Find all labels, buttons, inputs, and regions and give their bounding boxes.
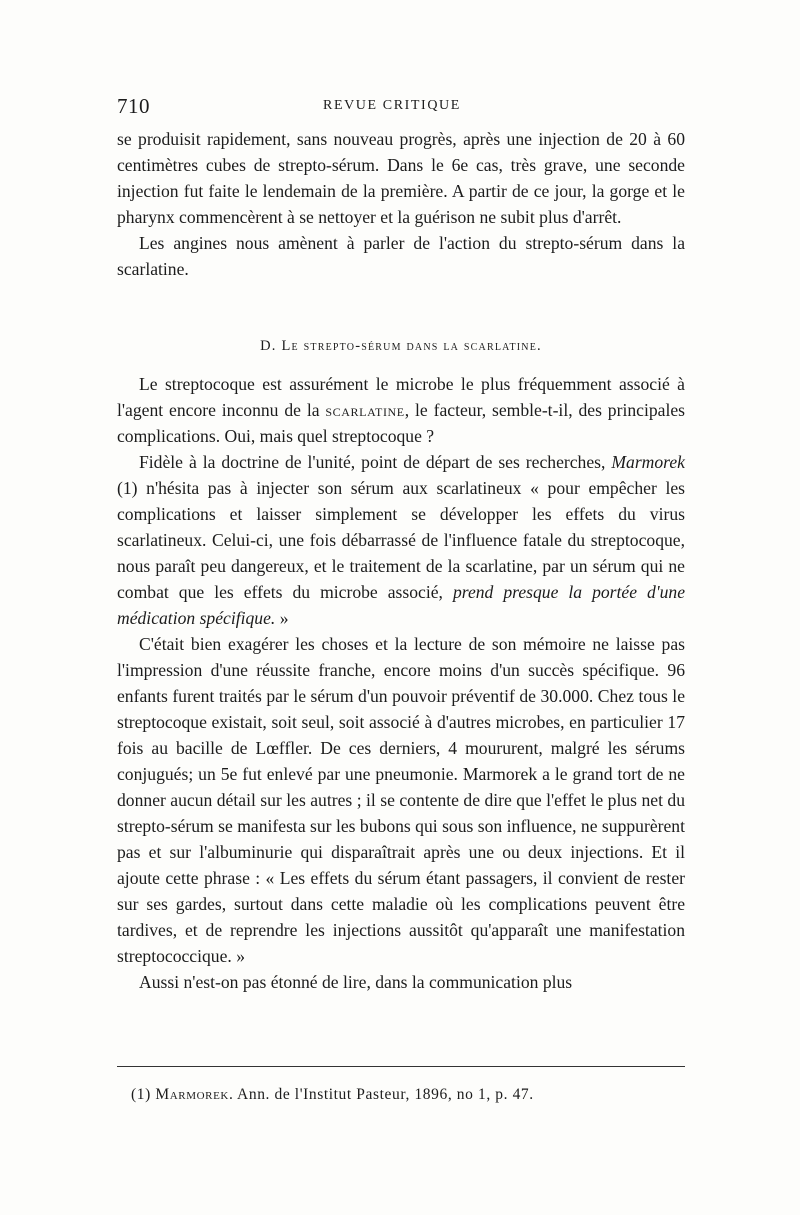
footnote xyxy=(131,1086,691,1104)
author-name: Marmorek xyxy=(611,452,685,472)
paragraph-text: » xyxy=(275,608,289,628)
paragraph-text: , le facteur, semble-t-il, des principales complications. Oui, mais quel streptocoque ? xyxy=(117,400,685,446)
term-scarlatine: scarlatine xyxy=(325,400,405,420)
page-header xyxy=(117,94,685,120)
section-title: D. Le strepto-sérum dans la scarlatine. xyxy=(260,338,542,354)
footnote-author: Marmorek xyxy=(155,1086,229,1103)
paragraph-text: (1) n'hésita pas à injecter son sérum aux scarlatineux « pour empêcher les complications et laisser simplement se développer les effets du virus scarlatineux. Celui-ci, une fois débarrassé de l'influence fatale du streptocoque, nous paraît peu dangereux, et le traitement de la scarlatine, par un sérum qui ne combat que les effets du microbe associé, xyxy=(117,478,685,602)
paragraph-memoire: C'était bien exagérer les choses et la lecture de son mémoire ne laisse pas l'impression d'une réussite franche, encore moins d'un succès spécifique. 96 enfants furent traités par le sérum d'un pouvoir préventif de 30.000. Chez tous le streptocoque existait, soit seul, soit associé à d'autres microbes, en particulier 17 fois au bacille de Lœffler. De ces derniers, 4 moururent, malgré les sérums conjugués; un 5e fut enlevé par une pneumonie. Marmorek a le grand tort de ne donner aucun détail sur les autres ; il se contente de dire que l'effet le plus net du strepto-sérum se manifesta sur les bubons qui sous son influence, ne suppurèrent pas et sur l'albuminurie qui disparaîtrait après une ou deux injections. Et il ajoute cette phrase : « Les effets du sérum étant passagers, il convient de rester sur ses gardes, surtout dans cette maladie où les complications peuvent être tardives, et de reprendre les injections aussitôt qu'apparaît une manifestation streptococcique. » xyxy=(117,634,685,966)
page-number: 710 xyxy=(117,94,150,118)
paragraph-text: Le streptocoque est assurément le microbe le plus fréquemment associé à l'agent encore inconnu de la xyxy=(117,374,685,420)
footnote-marker: (1) xyxy=(131,1086,156,1103)
text-block-scarlatine xyxy=(117,371,685,995)
paragraph-continued: se produisit rapidement, sans nouveau progrès, après une injection de 20 à 60 centimètres cubes de strepto-sérum. Dans le 6e cas, très grave, une seconde injection fut faite le lendemain de la première. A partir de ce jour, la gorge et le pharynx commencèrent à se nettoyer et la guérison ne subit plus d'arrêt. xyxy=(117,129,685,227)
paragraph-text: Fidèle à la doctrine de l'unité, point de départ de ses recherches, xyxy=(139,452,612,472)
footnote-rule xyxy=(117,1066,685,1067)
paragraph-aussi: Aussi n'est-on pas étonné de lire, dans la communication plus xyxy=(139,972,573,992)
footnote-text: . Ann. de l'Institut Pasteur, 1896, no 1, p. 47. xyxy=(228,1086,534,1103)
quoted-italic: prend presque la portée d'une médication spécifique. xyxy=(117,582,685,628)
paragraph-marmorek xyxy=(117,449,685,631)
text-block-top xyxy=(117,126,685,282)
running-head: REVUE CRITIQUE xyxy=(323,98,461,113)
paragraph-angines: Les angines nous amènent à parler de l'action du strepto-sérum dans la scarlatine. xyxy=(117,233,685,279)
paragraph-streptocoque xyxy=(117,371,685,449)
